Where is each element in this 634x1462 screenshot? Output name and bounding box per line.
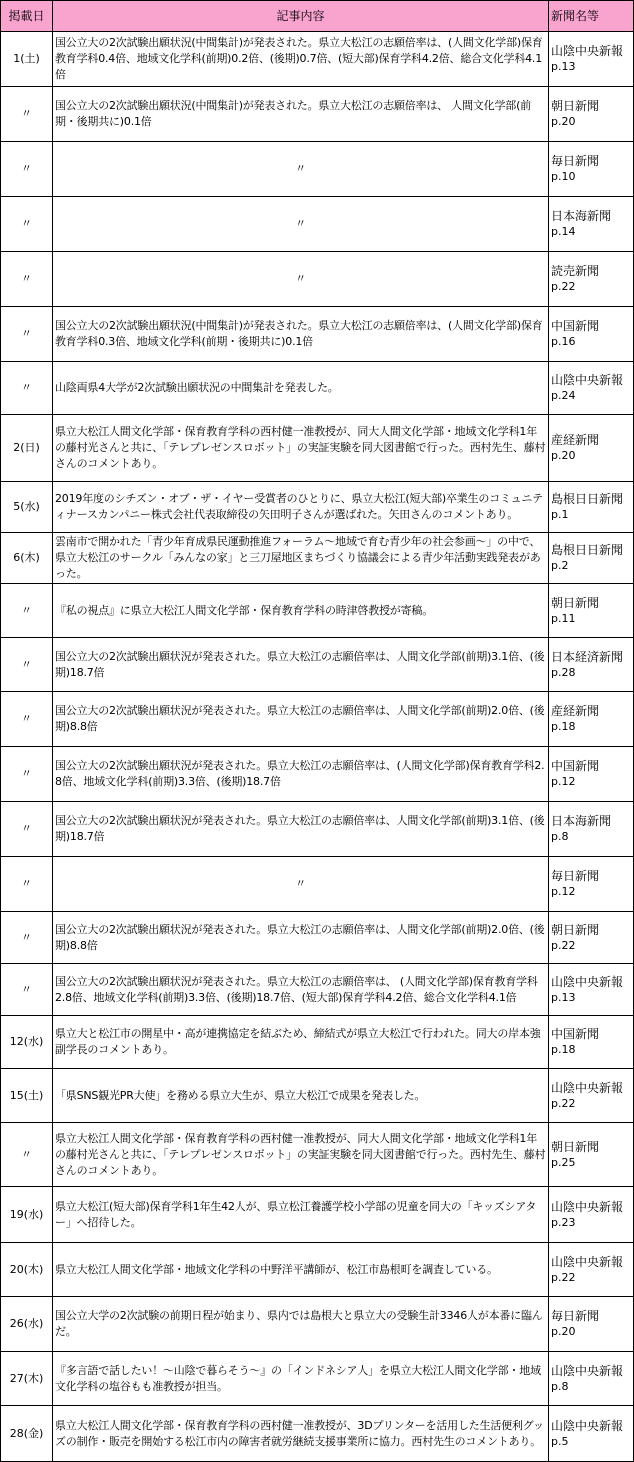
- column-header-paper: 新聞名等: [549, 1, 634, 32]
- table-row: [1, 584, 634, 638]
- cell-newspaper: [549, 362, 634, 415]
- page-number: p.8: [551, 830, 569, 843]
- cell-newspaper: [549, 964, 634, 1016]
- cell-date: 〃: [1, 964, 53, 1016]
- cell-newspaper: [549, 1187, 634, 1243]
- newspaper-name: 山陰中央新報: [551, 373, 624, 387]
- table-row: [1, 32, 634, 87]
- newspaper-name: 読売新聞: [551, 264, 600, 278]
- page-number: p.22: [551, 1270, 576, 1284]
- cell-date: 〃: [1, 1123, 53, 1187]
- cell-newspaper: [549, 912, 634, 964]
- cell-date: 15(土): [1, 1069, 53, 1123]
- table-row: [1, 362, 634, 415]
- cell-article-content: 〃: [53, 857, 549, 912]
- newspaper-name: 山陰中央新報: [551, 1363, 624, 1378]
- cell-date: 〃: [1, 802, 53, 857]
- cell-date: 5(水): [1, 482, 53, 533]
- table-row: [1, 533, 634, 584]
- table-row: [1, 482, 634, 533]
- cell-date: 20(木): [1, 1243, 53, 1297]
- cell-article-content: 「県SNS観光PR大使」を務める県立大生が、県立大松江で成果を発表した。: [53, 1069, 549, 1123]
- page-number: p.13: [551, 60, 576, 73]
- cell-date: 6(木): [1, 533, 53, 584]
- newspaper-name: 山陰中央新報: [551, 1199, 624, 1214]
- table-row: [1, 1069, 634, 1123]
- cell-newspaper: [549, 1123, 634, 1187]
- newspaper-name: 島根日日新聞: [551, 492, 624, 506]
- table-row: [1, 912, 634, 964]
- cell-date: 〃: [1, 142, 53, 197]
- cell-article-content: 国公立大の2次試験出願状況が発表された。県立大松江の志願倍率は、人間文化学部(前期)3.1倍、(後期)18.7倍: [53, 638, 549, 692]
- newspaper-name: 山陰中央新報: [551, 1254, 624, 1269]
- page-number: p.2: [551, 559, 569, 572]
- cell-date: 27(木): [1, 1352, 53, 1406]
- cell-article-content: 雲南市で開かれた「青少年育成県民運動推進フォーラム～地域で育む青少年の社会参画～」の中で、県立大松江のサークル「みんなの家」と三刀屋地区まちづくり協議会による青少年活動実践発表があった。: [53, 533, 549, 584]
- page-number: p.20: [551, 1325, 576, 1338]
- table-row: [1, 1243, 634, 1297]
- cell-newspaper: [549, 1069, 634, 1123]
- cell-article-content: 国公立大の2次試験出願状況が発表された。県立大松江の志願倍率は、人間文化学部(前期)2.0倍、(後期)8.8倍: [53, 692, 549, 747]
- table-row: [1, 1123, 634, 1187]
- newspaper-name: 島根日日新聞: [551, 543, 624, 557]
- page-number: p.10: [551, 170, 576, 183]
- cell-newspaper: [549, 415, 634, 482]
- table-row: [1, 638, 634, 692]
- cell-newspaper: [549, 533, 634, 584]
- table-row: [1, 1297, 634, 1352]
- cell-date: 〃: [1, 197, 53, 252]
- cell-newspaper: [549, 142, 634, 197]
- page-number: p.16: [551, 335, 576, 348]
- page-number: p.25: [551, 1155, 576, 1169]
- page-number: p.20: [551, 449, 576, 462]
- cell-newspaper: [549, 692, 634, 747]
- cell-date: 〃: [1, 87, 53, 142]
- table-row: [1, 692, 634, 747]
- cell-article-content: 国公立大の2次試験出願状況(中間集計)が発表された。県立大松江の志願倍率は、(人間文化学部)保育教育学科0.3倍、地域文化学科(前期・後期共に)0.1倍: [53, 307, 549, 362]
- column-header-content: 記事内容: [53, 1, 549, 32]
- cell-newspaper: [549, 584, 634, 638]
- cell-newspaper: [549, 32, 634, 87]
- table-row: [1, 415, 634, 482]
- page-number: p.22: [551, 938, 576, 952]
- newspaper-name: 朝日新聞: [551, 99, 600, 113]
- cell-date: 〃: [1, 307, 53, 362]
- cell-article-content: 国公立大の2次試験出願状況(中間集計)が発表された。県立大松江の志願倍率は、 人間文化学部(前期・後期共に)0.1倍: [53, 87, 549, 142]
- page-number: p.1: [551, 508, 569, 521]
- newspaper-name: 山陰中央新報: [551, 44, 624, 58]
- cell-date: 2(日): [1, 415, 53, 482]
- cell-newspaper: [549, 252, 634, 307]
- newspaper-name: 毎日新聞: [551, 1309, 600, 1323]
- cell-article-content: 国公立大の2次試験出願状況が発表された。県立大松江の志願倍率は、人間文化学部(前期)3.1倍、(後期)18.7倍: [53, 802, 549, 857]
- page-number: p.18: [551, 1043, 576, 1056]
- cell-date: 19(水): [1, 1187, 53, 1243]
- newspaper-name: 中国新聞: [551, 1027, 600, 1041]
- newspaper-name: 産経新聞: [551, 433, 600, 447]
- cell-date: 12(水): [1, 1016, 53, 1069]
- newspaper-name: 朝日新聞: [551, 1139, 600, 1154]
- cell-newspaper: [549, 638, 634, 692]
- page-number: p.22: [551, 1096, 576, 1110]
- newspaper-name: 産経新聞: [551, 704, 600, 718]
- cell-date: 28(金): [1, 1406, 53, 1462]
- cell-date: 〃: [1, 584, 53, 638]
- cell-article-content: 県立大松江人間文化学部・保育教育学科の西村健一准教授が、3Dプリンターを活用した生活便利グッズの制作・販売を開始する松江市内の障害者就労継続支援事業所に協力。西村先生のコメントあり。: [53, 1406, 549, 1462]
- cell-date: 〃: [1, 912, 53, 964]
- table-row: [1, 142, 634, 197]
- newspaper-name: 毎日新聞: [551, 154, 600, 168]
- cell-article-content: 〃: [53, 197, 549, 252]
- cell-article-content: 国公立大学の2次試験の前期日程が始まり、県内では島根大と県立大の受験生計3346人が本番に臨んだ。: [53, 1297, 549, 1352]
- cell-date: 〃: [1, 692, 53, 747]
- cell-newspaper: [549, 197, 634, 252]
- cell-article-content: 『私の視点』に県立大松江人間文化学部・保育教育学科の時津啓教授が寄稿。: [53, 584, 549, 638]
- cell-article-content: 県立大松江人間文化学部・保育教育学科の西村健一准教授が、同大人間文化学部・地域文化学科1年の藤村光さんと共に、「テレプレゼンスロボット」の実証実験を同大図書館で行った。西村先生、藤村さんのコメントあり。: [53, 1123, 549, 1187]
- column-header-date: 掲載日: [1, 1, 53, 32]
- newspaper-name: 山陰中央新報: [551, 1080, 624, 1095]
- newspaper-name: 日本経済新聞: [551, 649, 624, 664]
- cell-article-content: 〃: [53, 252, 549, 307]
- page-number: p.12: [551, 885, 576, 898]
- newspaper-name: 中国新聞: [551, 759, 600, 773]
- cell-article-content: 県立大と松江市の開星中・高が連携協定を結ぶため、締結式が県立大松江で行われた。同大の岸本強副学長のコメントあり。: [53, 1016, 549, 1069]
- page-number: p.12: [551, 775, 576, 788]
- newspaper-name: 日本海新聞: [551, 209, 612, 223]
- newspaper-name: 朝日新聞: [551, 922, 600, 937]
- cell-newspaper: [549, 482, 634, 533]
- page-number: p.22: [551, 280, 576, 293]
- cell-newspaper: [549, 747, 634, 802]
- newspaper-name: 日本海新聞: [551, 814, 612, 828]
- cell-newspaper: [549, 802, 634, 857]
- cell-newspaper: [549, 87, 634, 142]
- page-number: p.20: [551, 115, 576, 128]
- page-number: p.11: [551, 611, 576, 625]
- cell-date: 26(水): [1, 1297, 53, 1352]
- cell-date: 〃: [1, 252, 53, 307]
- cell-article-content: 国公立大の2次試験出願状況(中間集計)が発表された。県立大松江の志願倍率は、(人間文化学部)保育教育学科0.4倍、地域文化学科(前期)0.2倍、(後期)0.7倍、(短大部)保育学科4.2倍、総合文化学科4.1倍: [53, 32, 549, 87]
- cell-date: 〃: [1, 638, 53, 692]
- newspaper-name: 山陰中央新報: [551, 974, 624, 989]
- cell-article-content: 県立大松江人間文化学部・地域文化学科の中野洋平講師が、松江市島根町を調査している。: [53, 1243, 549, 1297]
- cell-date: 1(土): [1, 32, 53, 87]
- table-body: [1, 32, 634, 1462]
- cell-article-content: 国公立大の2次試験出願状況が発表された。県立大松江の志願倍率は、 (人間文化学部)保育教育学科2.8倍、地域文化学科(前期)3.3倍、(後期)18.7倍、(短大部)保育学科4.2倍、総合文化学科4.1倍: [53, 964, 549, 1016]
- table-row: [1, 857, 634, 912]
- table-row: [1, 964, 634, 1016]
- cell-article-content: 2019年度のシチズン・オブ・ザ・イヤー受賞者のひとりに、県立大松江(短大部)卒業生のコミュニティナースカンパニー株式会社代表取締役の矢田明子さんが選ばれた。矢田さんのコメントあり。: [53, 482, 549, 533]
- page-number: p.5: [551, 1434, 569, 1448]
- page-number: p.8: [551, 1379, 569, 1393]
- cell-article-content: 県立大松江(短大部)保育学科1年生42人が、県立松江養護学校小学部の児童を同大の「キッズシアター」へ招待した。: [53, 1187, 549, 1243]
- table-row: [1, 197, 634, 252]
- table-row: [1, 747, 634, 802]
- table-row: [1, 307, 634, 362]
- table-row: [1, 1187, 634, 1243]
- newspaper-name: 朝日新聞: [551, 595, 600, 610]
- cell-newspaper: [549, 1406, 634, 1462]
- table-row: [1, 1352, 634, 1406]
- page-number: p.23: [551, 1215, 576, 1229]
- cell-date: 〃: [1, 857, 53, 912]
- cell-newspaper: [549, 1352, 634, 1406]
- cell-newspaper: [549, 1243, 634, 1297]
- cell-article-content: 国公立大の2次試験出願状況が発表された。県立大松江の志願倍率は、人間文化学部(前期)2.0倍、(後期)8.8倍: [53, 912, 549, 964]
- newspaper-name: 中国新聞: [551, 319, 600, 333]
- cell-date: 〃: [1, 747, 53, 802]
- newspaper-name: 毎日新聞: [551, 869, 600, 883]
- table-row: [1, 87, 634, 142]
- page-number: p.24: [551, 389, 576, 402]
- newspaper-name: 山陰中央新報: [551, 1418, 624, 1433]
- page-number: p.14: [551, 225, 576, 238]
- cell-newspaper: [549, 1016, 634, 1069]
- page-number: p.28: [551, 665, 576, 679]
- cell-article-content: 〃: [53, 142, 549, 197]
- header-row: [1, 1, 634, 32]
- table-row: [1, 1016, 634, 1069]
- table-row: [1, 1406, 634, 1462]
- cell-newspaper: [549, 857, 634, 912]
- table-row: [1, 252, 634, 307]
- table-row: [1, 802, 634, 857]
- cell-article-content: 国公立大の2次試験出願状況が発表された。県立大松江の志願倍率は、(人間文化学部)保育教育学科2.8倍、地域文化学科(前期)3.3倍、(後期)18.7倍: [53, 747, 549, 802]
- page-number: p.13: [551, 990, 576, 1004]
- cell-article-content: 県立大松江人間文化学部・保育教育学科の西村健一准教授が、同大人間文化学部・地域文化学科1年の藤村光さんと共に、「テレプレゼンスロボット」の実証実験を同大図書館で行った。西村先生、藤村さんのコメントあり。: [53, 415, 549, 482]
- page-number: p.18: [551, 720, 576, 733]
- cell-article-content: 『多言語で話したい！～山陰で暮らそう～』の「インドネシア人」を県立大松江人間文化学部・地域文化学科の塩谷もも准教授が担当。: [53, 1352, 549, 1406]
- cell-date: 〃: [1, 362, 53, 415]
- cell-newspaper: [549, 1297, 634, 1352]
- cell-newspaper: [549, 307, 634, 362]
- cell-article-content: 山陰両県4大学が2次試験出願状況の中間集計を発表した。: [53, 362, 549, 415]
